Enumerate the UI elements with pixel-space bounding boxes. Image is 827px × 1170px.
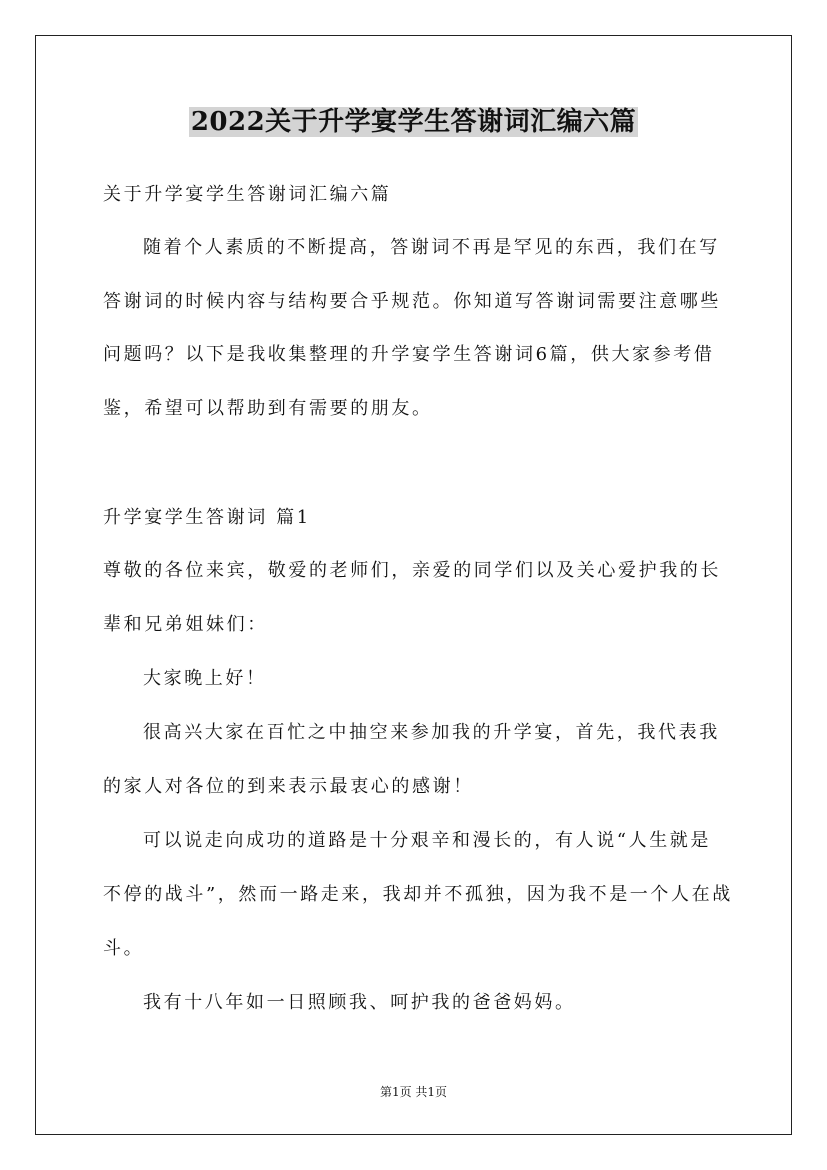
section-heading: 升学宴学生答谢词 篇1 [103, 507, 311, 528]
page-footer: 第1页 共1页 [379, 1085, 448, 1099]
document-subtitle: 关于升学宴学生答谢词汇编六篇 [103, 184, 392, 205]
body-line-5: 的家人对各位的到来表示最衷心的感谢！ [103, 776, 474, 797]
body-line-6: 可以说走向成功的道路是十分艰辛和漫长的，有人说“人生就是 [143, 830, 711, 851]
body-line-2: 辈和兄弟姐妹们： [103, 614, 268, 635]
body-line-9: 我有十八年如一日照顾我、呵护我的爸爸妈妈。 [143, 992, 576, 1013]
body-line-4: 很高兴大家在百忙之中抽空来参加我的升学宴，首先，我代表我 [143, 722, 720, 743]
intro-line-1: 随着个人素质的不断提高，答谢词不再是罕见的东西，我们在写 [143, 237, 720, 258]
body-line-3: 大家晚上好！ [143, 668, 267, 689]
body-line-1: 尊敬的各位来宾，敬爱的老师们，亲爱的同学们以及关心爱护我的长 [103, 560, 721, 581]
intro-line-3: 问题吗？以下是我收集整理的升学宴学生答谢词6篇，供大家参考借 [103, 344, 715, 365]
intro-line-2: 答谢词的时候内容与结构要合乎规范。你知道写答谢词需要注意哪些 [103, 291, 721, 312]
intro-line-4: 鉴，希望可以帮助到有需要的朋友。 [103, 398, 433, 419]
body-line-7: 不停的战斗”，然而一路走来，我却并不孤独，因为我不是一个人在战 [103, 884, 733, 905]
document-title-text: 2022关于升学宴学生答谢词汇编六篇 [190, 107, 637, 137]
document-title [0, 100, 827, 144]
body-line-8: 斗。 [103, 938, 145, 959]
